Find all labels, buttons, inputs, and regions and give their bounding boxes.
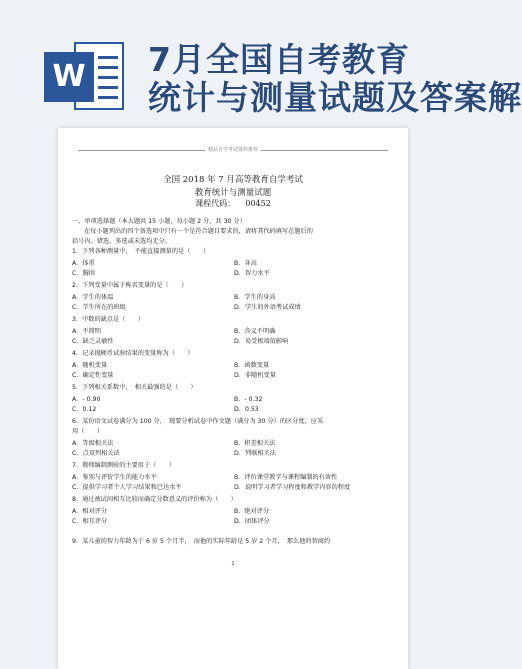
banner <box>0 0 522 120</box>
question-stem: 8．通过被试间相互比较而确定分数意义的评价称为（ ） <box>72 496 237 503</box>
option-d: D．非随机变量 <box>234 372 276 379</box>
option-b: B．绝对评分 <box>234 508 270 515</box>
option-c: C．学生所在的班级 <box>72 304 126 311</box>
option-d: D．团体评分 <box>234 518 270 525</box>
option-b: B．积差相关法 <box>234 440 276 447</box>
option-c: C．相互评分 <box>72 518 108 525</box>
option-b: B．含义不明确 <box>234 328 276 335</box>
option-c: C．提供学习者个人学习结果和已达水平 <box>72 484 182 491</box>
question-stem: 3．中数的缺点是（ ） <box>72 316 144 323</box>
option-a: A．不简明 <box>72 328 101 335</box>
option-d: D．说明学习者学习程度和教学内容的程度 <box>234 484 351 491</box>
option-b: B．- 0.32 <box>234 396 263 403</box>
section-instruction-2: 括号内。错选、多选或未选均无分。 <box>72 238 171 245</box>
option-d: D．列联相关法 <box>234 450 276 457</box>
question-stem: 6．某份语文试卷满分为 100 分， 现要分析试卷中作文题（满分为 30 分）的区分度，应采 <box>72 418 324 425</box>
word-document-icon <box>44 38 126 116</box>
option-b: B．身高 <box>234 260 257 267</box>
section-title: 一、单项选择题（本大题共 15 小题，每小题 2 分，共 30 分） <box>72 218 246 225</box>
option-a: A．相对评分 <box>72 508 108 515</box>
question-stem: 1．下列各种测量中， 不能直接测量的是（ ） <box>72 248 209 255</box>
option-a: A．鉴别与评价学生的能力水平 <box>72 474 157 481</box>
exam-title: 全国 2018 年 7 月高等教育自学考试 <box>163 175 303 185</box>
exam-code-label: 课程代码： <box>195 199 236 208</box>
option-d: D．易受极端值影响 <box>234 338 289 345</box>
option-d: D．智力水平 <box>234 270 270 277</box>
banner-title-line-1: 7月全国自考教育 <box>148 40 410 79</box>
question-stem: 2．下列变量中属于称名变量的是（ ） <box>72 282 188 289</box>
question-stem-continued: 用（ ） <box>72 428 103 435</box>
option-d: D．0.53 <box>234 406 259 413</box>
option-a: A．学生的体温 <box>72 294 114 301</box>
option-c: C．确定性变量 <box>72 372 114 379</box>
question-stem: 5．下列相关系数中， 相关最强的是（ ） <box>72 384 197 391</box>
exam-subject: 教育统计与测量试题 <box>194 188 272 198</box>
option-c: C．点双列相关法 <box>72 450 120 457</box>
question-stem: 4．记录抛硬币试验结果的变量称为（ ） <box>72 350 194 357</box>
option-b: B．函数变量 <box>234 362 270 369</box>
question-stem: 9．某儿童的智力年龄为于 6 岁 5 个月半， 而他的实际年龄是 5 岁 2 个月， 那么他的智商约 <box>72 538 331 545</box>
option-d: D．学生的外语考试成绩 <box>234 304 301 311</box>
question-stem: 7．教师编制测验的主要用于（ ） <box>72 462 175 469</box>
option-b: B．学生的身高 <box>234 294 276 301</box>
option-a: A．体重 <box>72 260 95 267</box>
option-c: C．0.12 <box>72 406 97 413</box>
word-letter-badge: W <box>44 52 94 102</box>
header-note: 精品自学考试资料推荐 <box>58 146 408 153</box>
exam-code-line <box>58 198 408 209</box>
page-number: 1 <box>231 561 235 567</box>
option-c: C．缺乏灵敏性 <box>72 338 114 345</box>
option-c: C．胸围 <box>72 270 95 277</box>
exam-code-value: 00452 <box>245 199 271 208</box>
option-a: A．等级相关法 <box>72 440 114 447</box>
document-page <box>58 128 408 669</box>
option-a: A．随机变量 <box>72 362 108 369</box>
option-b: B．评价课堂教学与课程编制的有效性 <box>234 474 338 481</box>
section-instruction-1: 在每小题列出的四个备选项中只有一个是符合题目要求的，请将其代码填写在题后的 <box>84 228 313 235</box>
banner-title-line-2: 统计与测量试题及答案解 <box>148 78 522 117</box>
option-a: A．- 0.90 <box>72 396 101 403</box>
